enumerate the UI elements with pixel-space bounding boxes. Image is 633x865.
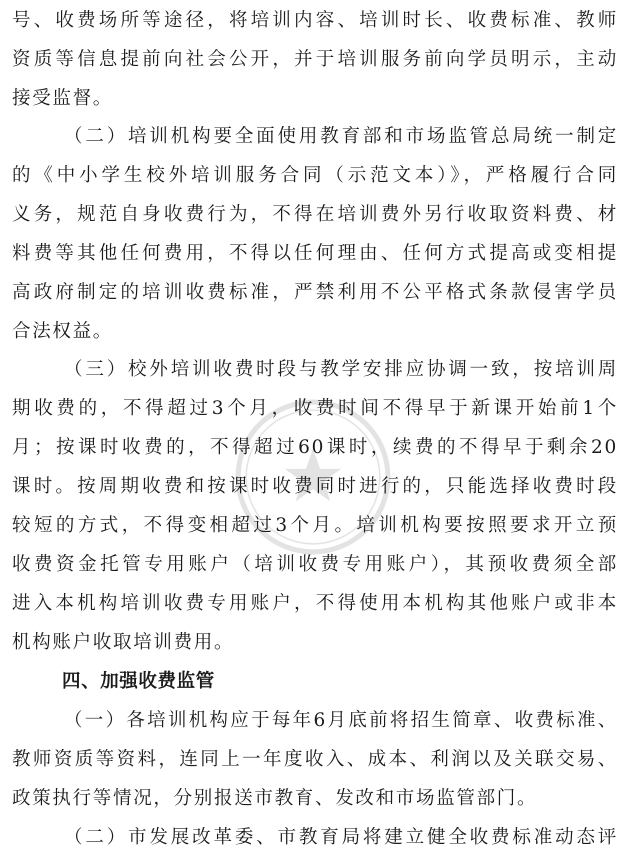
text-line-3: 接受监督。 [12, 88, 114, 109]
paragraph-2-line-5: 高政府制定的培训收费标准，严禁利用不公平格式条款侵害学员 [12, 282, 618, 303]
paragraph-2-line-4: 料费等其他任何费用，不得以任何理由、任何方式提高或变相提 [12, 243, 618, 264]
paragraph-5-line-1: （二）市发展改革委、市教育局将建立健全收费标准动态评 [64, 827, 618, 848]
section-heading: 四、加强收费监管 [62, 671, 215, 692]
paragraph-2-line-6: 合法权益。 [12, 321, 114, 342]
paragraph-3-line-5: 较短的方式，不得变相超过3个月。培训机构要按照要求开立预 [12, 515, 618, 536]
paragraph-2-line-2: 的《中小学生校外培训服务合同（示范文本）》，严格履行合同 [12, 165, 618, 186]
paragraph-3-line-6: 收费资金托管专用账户（培训收费专用账户），其预收费须全部 [12, 554, 618, 575]
paragraph-3-line-2: 期收费的，不得超过3个月，收费时间不得早于新课开始前1个 [12, 398, 618, 419]
paragraph-3-line-4: 课时。按周期收费和按课时收费同时进行的，只能选择收费时段 [12, 476, 618, 497]
text-line-2: 资质等信息提前向社会公开，并于培训服务前向学员明示，主动 [12, 49, 618, 70]
paragraph-4-line-2: 教师资质等资料，连同上一年度收入、成本、利润以及关联交易、 [12, 749, 618, 770]
paragraph-2-line-3: 义务，规范自身收费行为，不得在培训费外另行收取资料费、材 [12, 204, 618, 225]
paragraph-2-line-1: （二）培训机构要全面使用教育部和市场监管总局统一制定 [64, 126, 618, 147]
paragraph-3-line-1: （三）校外培训收费时段与教学安排应协调一致，按培训周 [64, 359, 618, 380]
paragraph-4-line-3: 政策执行等情况，分别报送市教育、发改和市场监管部门。 [12, 788, 538, 809]
paragraph-3-line-8: 机构账户收取培训费用。 [12, 632, 235, 653]
paragraph-3-line-7: 进入本机构培训收费专用账户，不得使用本机构其他账户或非本 [12, 593, 618, 614]
text-line-1: 号、收费场所等途径，将培训内容、培训时长、收费标准、教师 [12, 10, 618, 31]
paragraph-3-line-3: 月；按课时收费的，不得超过60课时，续费的不得早于剩余20 [12, 437, 618, 458]
paragraph-4-line-1: （一）各培训机构应于每年6月底前将招生简章、收费标准、 [64, 710, 618, 731]
